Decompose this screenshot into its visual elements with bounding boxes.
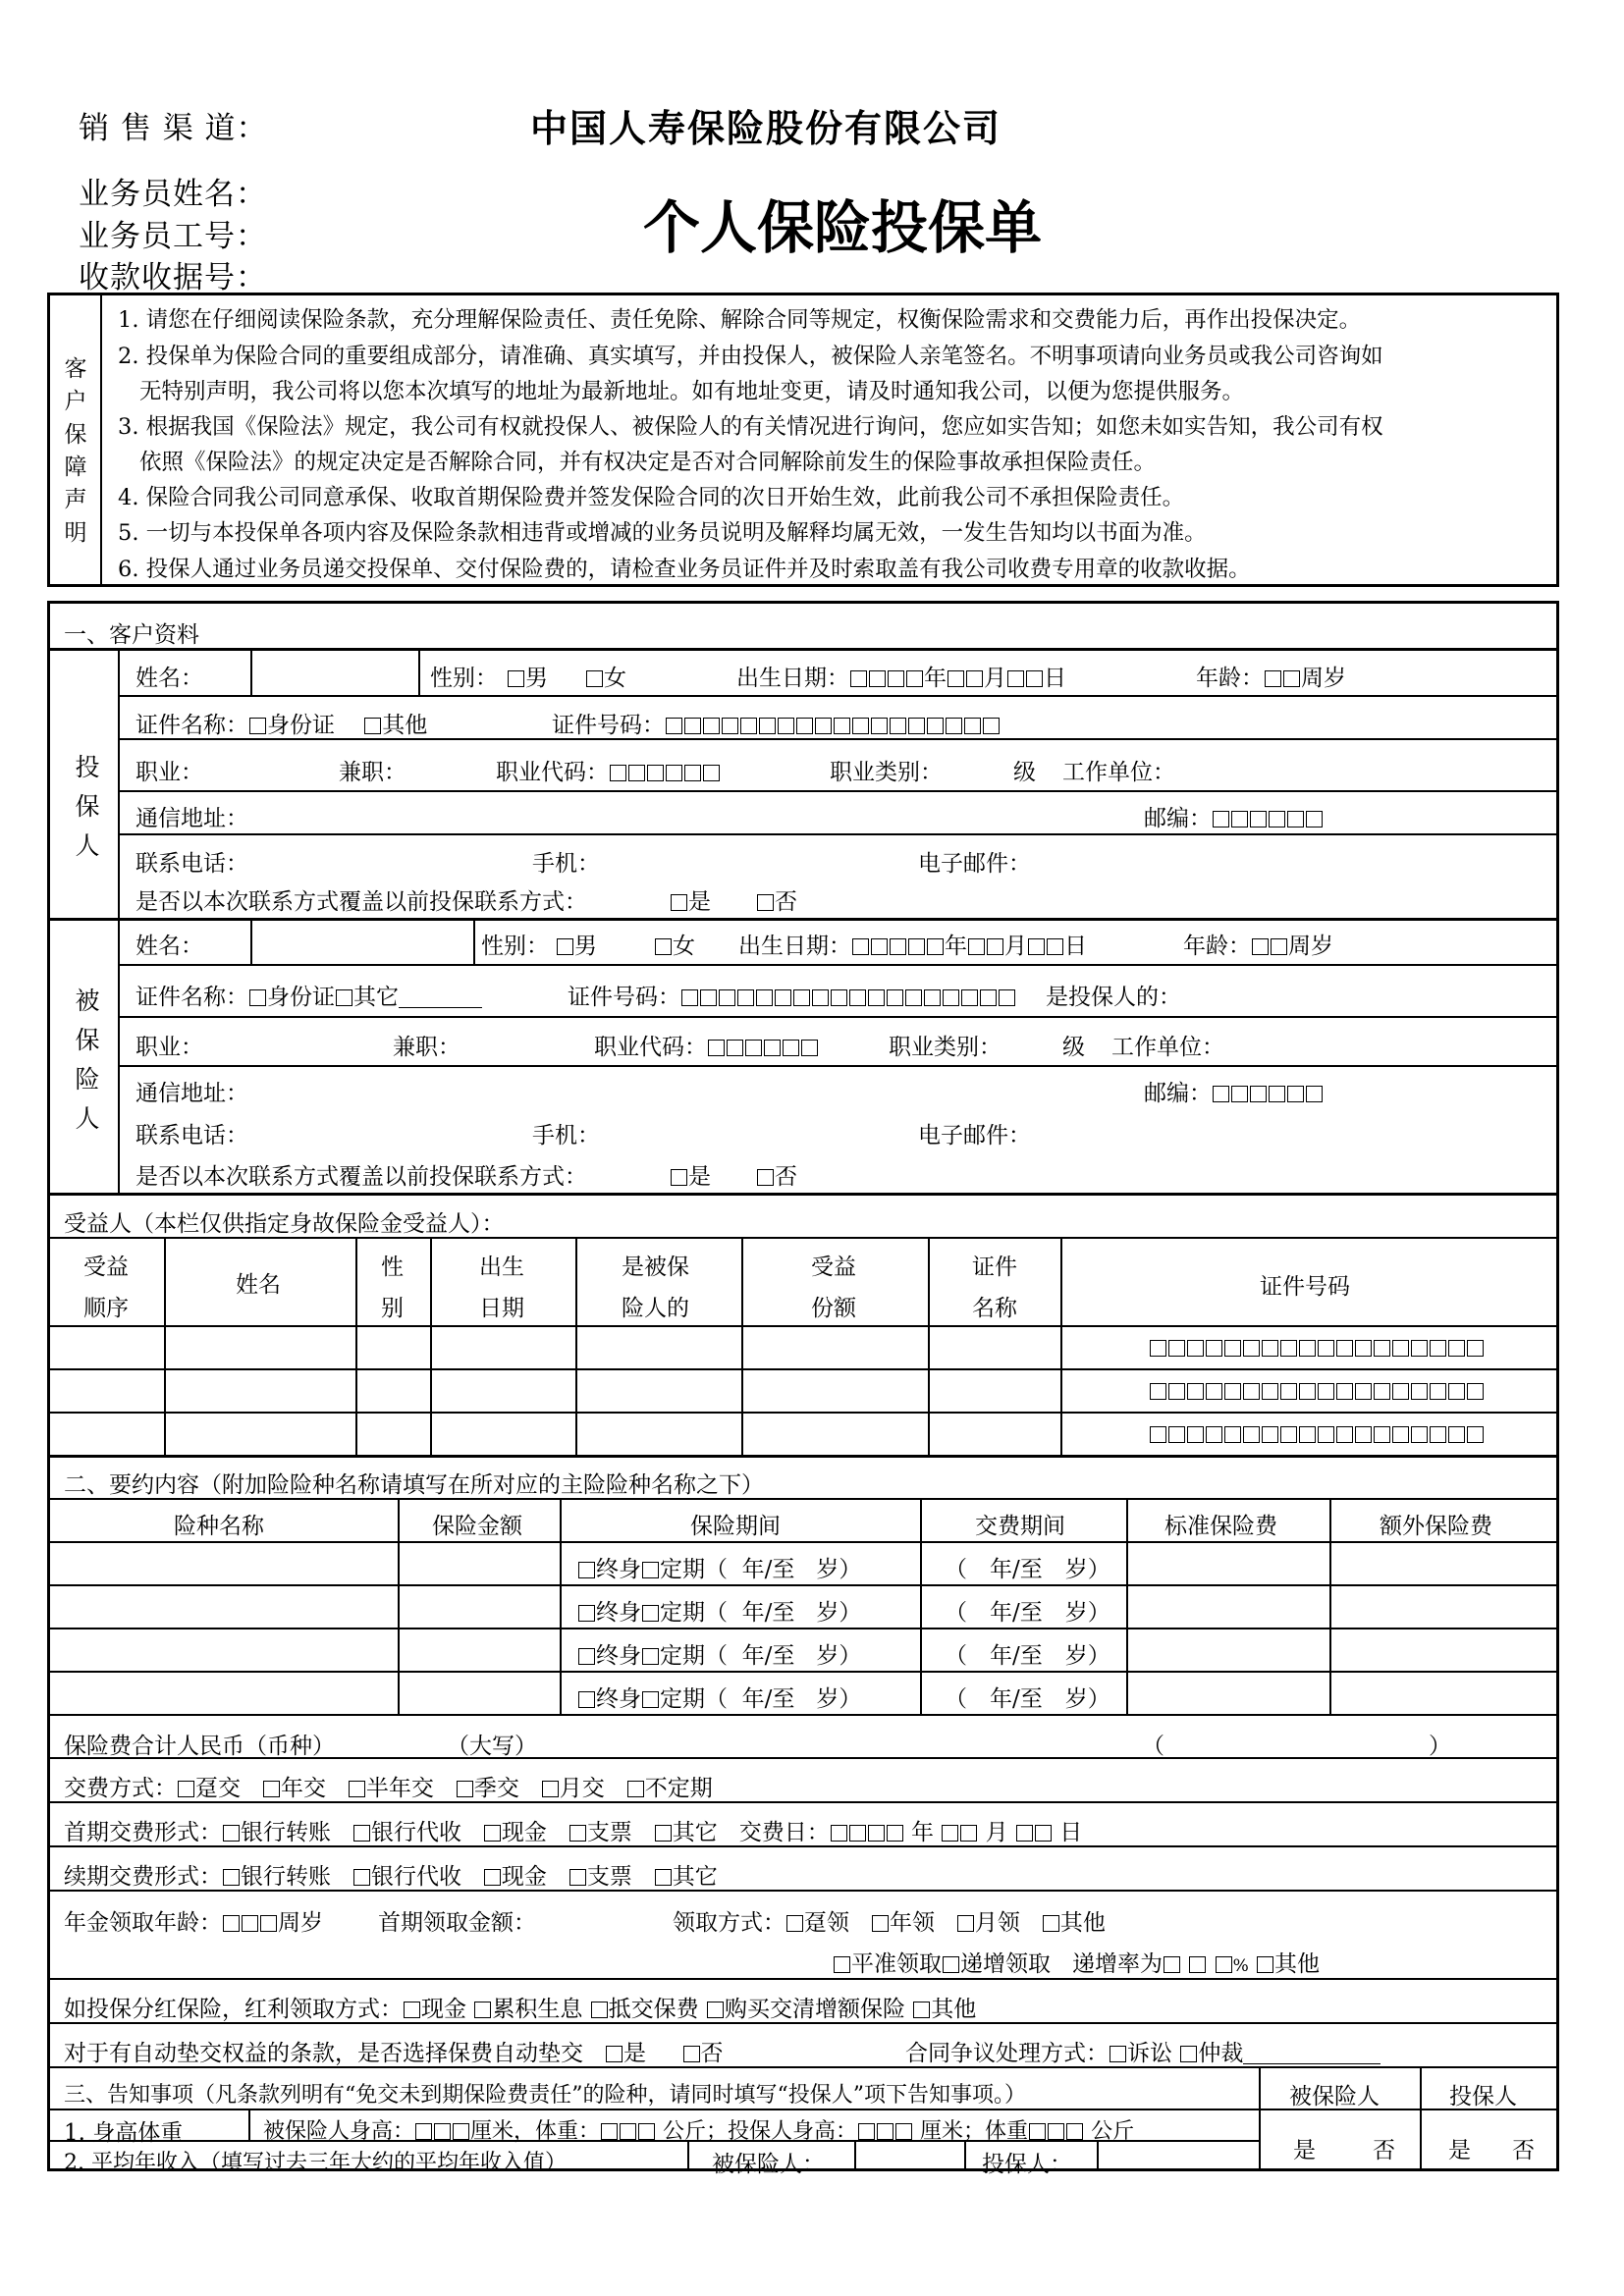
agent-id-label: 业务员工号： <box>79 219 267 254</box>
in-gender-male[interactable]: 男 <box>556 928 597 960</box>
ph-address-label: 通信地址： <box>135 806 248 831</box>
form-title: 个人保险投保单 <box>643 194 1043 261</box>
s2-row-pay-period: （ 年/至 岁） <box>945 1643 1110 1669</box>
in-phone-label: 联系电话： <box>135 1123 248 1148</box>
q2-label: 2. 平均年收入（填写过去三年大约的平均年收入值） <box>64 2151 567 2175</box>
s2-row-period: 终身 定期（ 年/至 岁） <box>577 1594 861 1627</box>
in-occ-code: 职业代码： <box>594 1029 819 1061</box>
ph-id-type: 证件名称： 身份证 其他 <box>135 713 428 738</box>
s2-header-product: 险种名称 <box>174 1514 264 1539</box>
declaration-item: 依照《保险法》的规定决定是否解除合同，并有权决定是否对合同解除前发生的保险事故承担保险责任。 <box>139 450 1157 475</box>
in-occ-class-label: 职业类别： <box>889 1035 1001 1060</box>
increase-row: 平准领取 递增领取 递增率为 % 其他 <box>833 1946 1320 1978</box>
policyholder-label: 投保人 <box>75 753 100 860</box>
ph-postcode: 邮编： <box>1144 800 1324 832</box>
in-age-label: 年龄： 周岁 <box>1183 934 1333 959</box>
in-relationship-label: 是投保人的： <box>1046 985 1181 1010</box>
agent-name-label: 业务员姓名： <box>79 177 267 212</box>
q1-label: 1. 身高体重 <box>64 2120 184 2146</box>
ph-age-label: 年龄： 周岁 <box>1196 666 1346 691</box>
in-employer-label: 工作单位： <box>1111 1035 1224 1060</box>
ph-override-yes[interactable]: 是 <box>670 883 711 916</box>
pay-mode-row: 交费方式： 趸交 年交 半年交 季交 月交 不定期 <box>64 1776 713 1801</box>
ben-id-boxes <box>1149 1335 1485 1361</box>
q2-insured-label: 被保险人： <box>712 2152 825 2177</box>
receipt-number-label: 收款收据号： <box>79 260 267 295</box>
s3-policyholder-yes[interactable]: 是 <box>1448 2138 1471 2163</box>
premium-capital-label: （大写） <box>447 1734 537 1759</box>
in-birth-label: 出生日期： 年 月 日 <box>738 934 1087 959</box>
s2-header-extra-premium: 额外保险费 <box>1380 1514 1492 1539</box>
ben-header-relation: 是被保 险人的 <box>622 1255 689 1321</box>
declaration-item: 6. 投保人通过业务员递交投保单、交付保险费的，请检查业务员证件并及时索取盖有我公司收费专用章的收款收据。 <box>118 557 1251 582</box>
s2-header-amount: 保险金额 <box>432 1514 522 1539</box>
ben-id-boxes <box>1149 1378 1485 1404</box>
q2-policyholder-label: 投保人： <box>982 2152 1072 2177</box>
in-address-label: 通信地址： <box>135 1081 248 1106</box>
ph-employer-label: 工作单位： <box>1062 760 1175 785</box>
in-gender-female[interactable]: 女 <box>654 928 695 960</box>
ph-occupation-label: 职业： <box>135 760 203 785</box>
premium-total-label: 保险费合计人民币（币种） <box>64 1734 335 1759</box>
declaration-item: 3. 根据我国《保险法》规定，我公司有权就投保人、被保险人的有关情况进行询问，您应如实告知；如您未如实告知，我公司有权 <box>118 414 1383 440</box>
section1-title: 一、客户资料 <box>64 622 199 648</box>
ph-birth-label: 出生日期： 年 月 日 <box>736 666 1066 691</box>
s2-header-period: 保险期间 <box>690 1514 781 1539</box>
s2-row-period: 终身 定期（ 年/至 岁） <box>577 1681 861 1713</box>
declaration-item: 5. 一切与本投保单各项内容及保险条款相违背或增减的业务员说明及解释均属无效，一发生告知均以书面为准。 <box>118 520 1207 546</box>
premium-paren-close: ） <box>1429 1734 1451 1759</box>
in-parttime-label: 兼职： <box>393 1035 460 1060</box>
ben-id-boxes <box>1149 1421 1485 1447</box>
ben-header-order: 受益 顺序 <box>83 1255 129 1321</box>
declaration-item: 2. 投保单为保险合同的重要组成部分，请准确、真实填写，并由投保人，被保险人亲笔签名。不明事项请向业务员或我公司咨询如 <box>118 344 1383 369</box>
s3-policyholder-header: 投保人 <box>1449 2084 1517 2109</box>
renewal-pay-row: 续期交费形式： 银行转账 银行代收 现金 支票 其它 <box>64 1864 718 1890</box>
ph-name-label: 姓名： <box>135 666 203 691</box>
ph-id-number: 证件号码： <box>552 707 1001 739</box>
s3-insured-yes[interactable]: 是 <box>1293 2138 1316 2163</box>
company-name: 中国人寿保险股份有限公司 <box>530 107 1002 150</box>
ben-header-id-number: 证件号码 <box>1260 1274 1350 1300</box>
ben-header-name: 姓名 <box>236 1272 281 1298</box>
declaration-side-label: 客户保障声明 <box>64 356 87 546</box>
s2-header-std-premium: 标准保险费 <box>1164 1514 1277 1539</box>
in-override-question: 是否以本次联系方式覆盖以前投保联系方式： <box>135 1164 587 1190</box>
dispute-row: 合同争议处理方式： 诉讼 仲裁 <box>905 2035 1380 2067</box>
s2-header-pay-period: 交费期间 <box>975 1514 1065 1539</box>
declaration-item: 无特别声明，我公司将以您本次填写的地址为最新地址。如有地址变更，请及时通知我公司，以便为您提供服务。 <box>139 379 1245 404</box>
q1-height-weight: 被保险人身高： 厘米，体重： 公斤；投保人身高： 厘米；体重 公斤 <box>263 2119 1135 2144</box>
ph-email-label: 电子邮件： <box>918 851 1031 877</box>
declaration-item: 4. 保险合同我公司同意承保、收取首期保险费并签发保险合同的次日开始生效，此前我公司不承担保险责任。 <box>118 485 1185 510</box>
in-postcode: 邮编： <box>1144 1075 1324 1107</box>
ph-gender-male[interactable]: 男 <box>507 660 548 692</box>
declaration-item: 1. 请您在仔细阅读保险条款，充分理解保险责任、责任免除、解除合同等规定，权衡保险需求和交费能力后，再作出投保决定。 <box>118 307 1362 333</box>
ben-header-gender: 性 别 <box>381 1255 404 1321</box>
s2-row-period: 终身 定期（ 年/至 岁） <box>577 1551 861 1583</box>
sales-channel-label: 销 售 渠 道： <box>79 111 268 146</box>
ben-header-id-type: 证件 名称 <box>972 1255 1017 1321</box>
ph-override-no[interactable]: 否 <box>756 883 797 916</box>
ben-header-birth: 出生 日期 <box>479 1255 524 1321</box>
s3-insured-no[interactable]: 否 <box>1373 2138 1395 2163</box>
ph-gender-female[interactable]: 女 <box>585 660 626 692</box>
annuity-age-row: 年金领取年龄： 周岁 <box>64 1910 323 1936</box>
section2-title: 二、要约内容（附加险险种名称请填写在所对应的主险险种名称之下） <box>64 1472 764 1498</box>
in-occupation-label: 职业： <box>135 1035 203 1060</box>
ph-phone-label: 联系电话： <box>135 851 248 877</box>
ph-occ-class-label: 职业类别： <box>830 760 943 785</box>
claim-method-row: 领取方式： 趸领 年领 月领 其他 <box>673 1910 1106 1936</box>
first-claim-amount-label: 首期领取金额： <box>378 1910 536 1936</box>
section3-title: 三、告知事项（凡条款列明有“免交未到期保险费责任”的险种，请同时填写“投保人”项下告知事项。） <box>64 2083 1026 2108</box>
s3-insured-header: 被保险人 <box>1289 2084 1380 2109</box>
dividend-row: 如投保分红保险，红利领取方式： 现金 累积生息 抵交保费 购买交清增额保险 其他 <box>64 1997 977 2022</box>
first-pay-row: 首期交费形式： 银行转账 银行代收 现金 支票 其它 交费日： 年 月 日 <box>64 1820 1083 1845</box>
ph-parttime-label: 兼职： <box>339 760 406 785</box>
ph-grade-label: 级 <box>1013 760 1036 785</box>
s2-row-pay-period: （ 年/至 岁） <box>945 1600 1110 1626</box>
in-email-label: 电子邮件： <box>918 1123 1031 1148</box>
ph-override-question: 是否以本次联系方式覆盖以前投保联系方式： <box>135 889 587 915</box>
in-mobile-label: 手机： <box>532 1123 600 1148</box>
in-name-label: 姓名： <box>135 934 203 959</box>
premium-paren-open: （ <box>1142 1734 1164 1759</box>
ph-mobile-label: 手机： <box>532 851 600 877</box>
ben-header-share: 受益 份额 <box>811 1255 856 1321</box>
beneficiary-title: 受益人（本栏仅供指定身故保险金受益人）： <box>64 1211 505 1237</box>
in-override-yes[interactable]: 是 <box>670 1158 711 1191</box>
in-override-no[interactable]: 否 <box>756 1158 797 1191</box>
s2-row-pay-period: （ 年/至 岁） <box>945 1557 1110 1582</box>
in-grade-label: 级 <box>1062 1035 1085 1060</box>
auto-loan-row: 对于有自动垫交权益的条款，是否选择保费自动垫交 是 否 <box>64 2041 724 2066</box>
s2-row-pay-period: （ 年/至 岁） <box>945 1686 1110 1712</box>
s2-row-period: 终身 定期（ 年/至 岁） <box>577 1637 861 1670</box>
in-id-number: 证件号码： <box>568 979 1016 1011</box>
in-id-type: 证件名称： 身份证 其它 <box>135 979 482 1011</box>
s3-policyholder-no[interactable]: 否 <box>1512 2138 1535 2163</box>
ph-occ-code: 职业代码： <box>496 754 721 786</box>
insured-label: 被保险人 <box>75 987 100 1133</box>
in-gender-label: 性别： <box>481 934 549 959</box>
ph-gender-label: 性别： <box>430 666 498 691</box>
